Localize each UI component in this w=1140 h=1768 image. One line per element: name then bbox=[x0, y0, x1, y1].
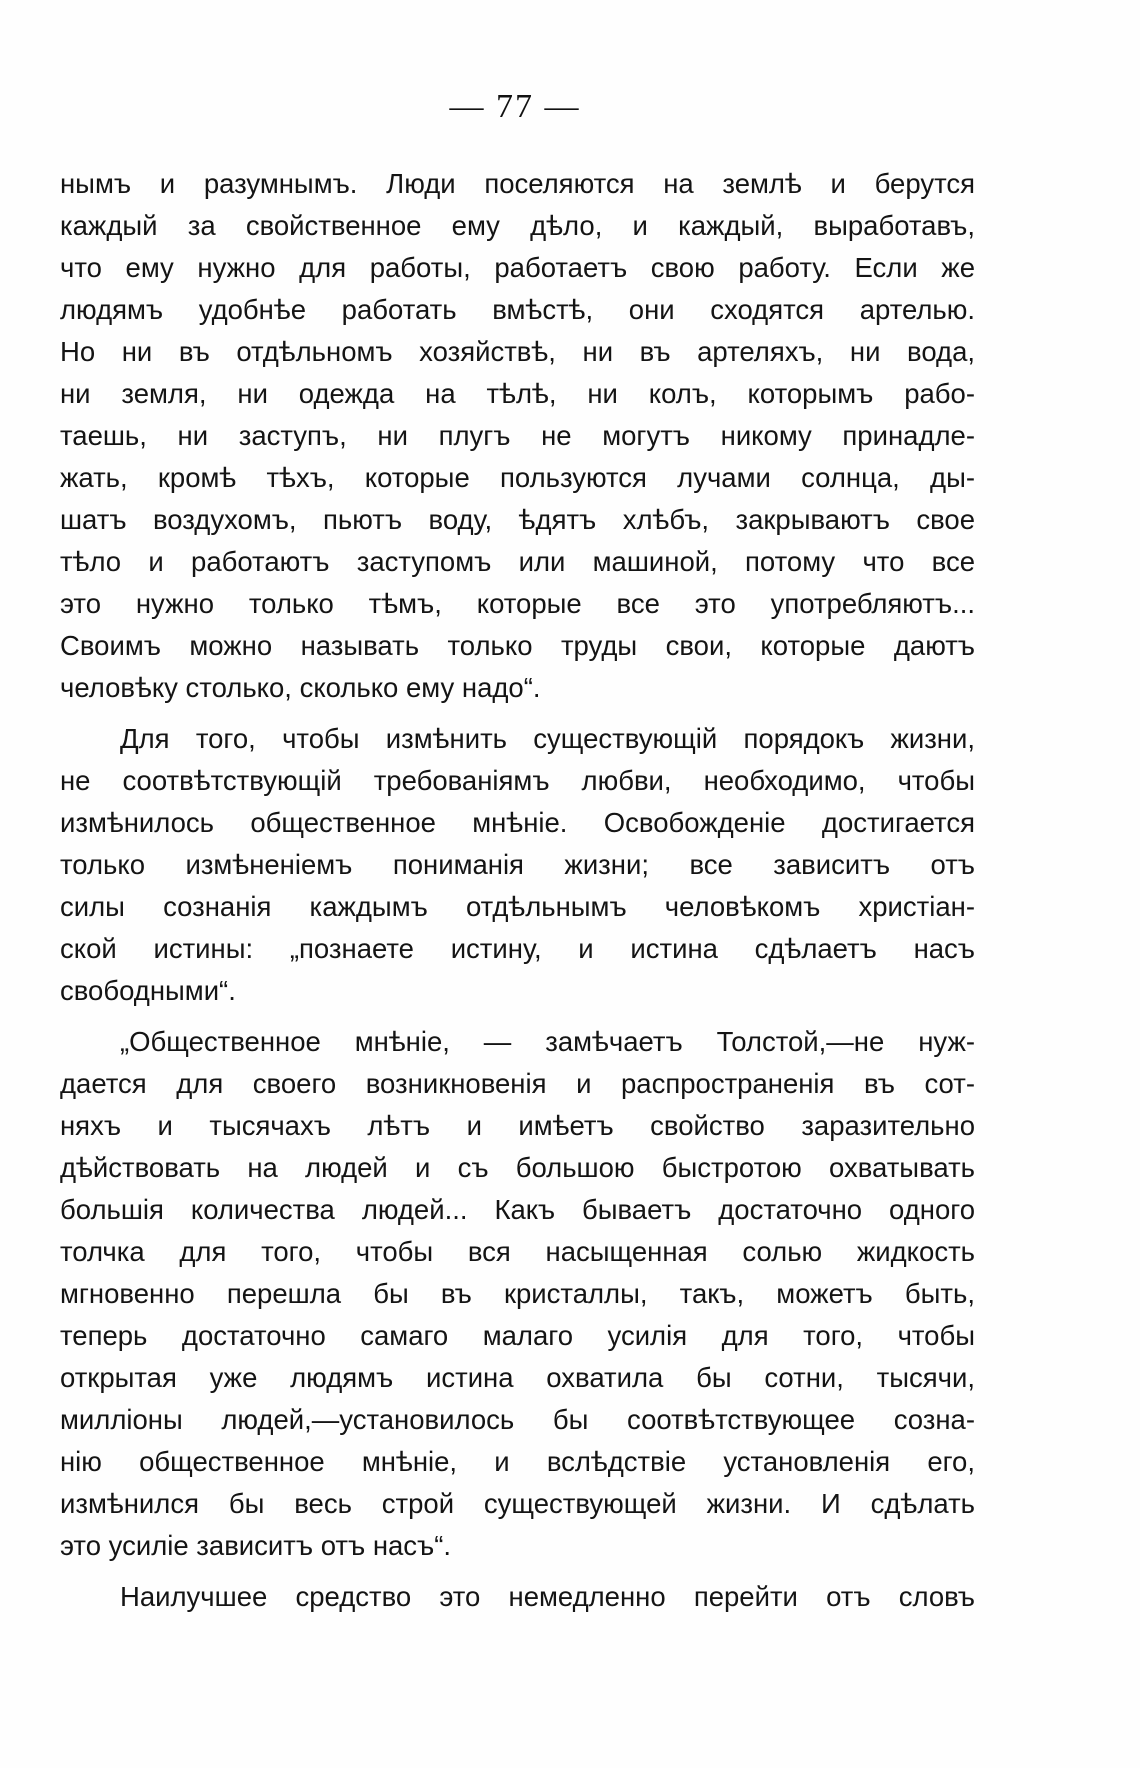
paragraph-gap bbox=[60, 1567, 975, 1576]
paragraph bbox=[60, 163, 975, 709]
text-line: каждый за свойственное ему дѣло, и каждый, выработавъ, bbox=[60, 210, 975, 241]
paragraph bbox=[60, 718, 975, 1012]
text-line: теперь достаточно самаго малаго усилія для того, чтобы bbox=[60, 1320, 975, 1351]
text-line: ской истины: „познаете истину, и истина сдѣлаетъ насъ bbox=[60, 933, 975, 964]
text-line: милліоны людей,—установилось бы соотвѣтствующее созна- bbox=[60, 1404, 975, 1435]
text-line: Своимъ можно называть только труды свои, которые даютъ bbox=[60, 630, 975, 661]
text-line: свободными“. bbox=[60, 975, 236, 1006]
text-line: тѣло и работаютъ заступомъ или машиной, потому что все bbox=[60, 546, 975, 577]
text-line: Наилучшее средство это немедленно перейти отъ словъ bbox=[120, 1581, 975, 1612]
text-line: толчка для того, чтобы вся насыщенная солью жидкость bbox=[60, 1236, 975, 1267]
text-line: Но ни въ отдѣльномъ хозяйствѣ, ни въ артеляхъ, ни вода, bbox=[60, 336, 975, 367]
text-line: ни земля, ни одежда на тѣлѣ, ни колъ, которымъ рабо- bbox=[60, 378, 975, 409]
text-line: нымъ и разумнымъ. Люди поселяются на землѣ и берутся bbox=[60, 168, 975, 199]
text-line: только измѣненіемъ пониманія жизни; все зависитъ отъ bbox=[60, 849, 975, 880]
paragraph bbox=[60, 1576, 975, 1618]
paragraph-gap bbox=[60, 1012, 975, 1021]
text-line: людямъ удобнѣе работать вмѣстѣ, они сходятся артелью. bbox=[60, 294, 975, 325]
text-line: жать, кромѣ тѣхъ, которые пользуются лучами солнца, ды- bbox=[60, 462, 975, 493]
text-line: няхъ и тысячахъ лѣтъ и имѣетъ свойство заразительно bbox=[60, 1110, 975, 1141]
text-line: измѣнился бы весь строй существующей жизни. И сдѣлать bbox=[60, 1488, 975, 1519]
text-line: нію общественное мнѣніе, и вслѣдствіе установленія его, bbox=[60, 1446, 975, 1477]
text-line: что ему нужно для работы, работаетъ свою работу. Если же bbox=[60, 252, 975, 283]
text-line: „Общественное мнѣніе, — замѣчаетъ Толстой,—не нуж- bbox=[120, 1026, 975, 1057]
text-line: измѣнилось общественное мнѣніе. Освобожденіе достигается bbox=[60, 807, 975, 838]
text-line: силы сознанія каждымъ отдѣльнымъ человѣкомъ христіан- bbox=[60, 891, 975, 922]
text-line: шатъ воздухомъ, пьютъ воду, ѣдятъ хлѣбъ, закрываютъ свое bbox=[60, 504, 975, 535]
paragraph bbox=[60, 1021, 975, 1567]
text-line: открытая уже людямъ истина охватила бы сотни, тысячи, bbox=[60, 1362, 975, 1393]
text-line: дѣйствовать на людей и съ большою быстротою охватывать bbox=[60, 1152, 975, 1183]
body-text bbox=[60, 163, 975, 1618]
text-line: не соотвѣтствующій требованіямъ любви, необходимо, чтобы bbox=[60, 765, 975, 796]
paragraph-gap bbox=[60, 709, 975, 718]
text-line: это усиліе зависитъ отъ насъ“. bbox=[60, 1530, 452, 1561]
text-line: Для того, чтобы измѣнить существующій порядокъ жизни, bbox=[120, 723, 975, 754]
text-line: дается для своего возникновенія и распространенія въ сот- bbox=[60, 1068, 975, 1099]
text-line: большія количества людей... Какъ бываетъ достаточно одного bbox=[60, 1194, 975, 1225]
text-line: мгновенно перешла бы въ кристаллы, такъ, можетъ быть, bbox=[60, 1278, 975, 1309]
text-line: человѣку столько, сколько ему надо“. bbox=[60, 672, 541, 703]
text-line: таешь, ни заступъ, ни плугъ не могутъ никому принадле- bbox=[60, 420, 975, 451]
page-number: — 77 — bbox=[449, 88, 581, 125]
text-line: это нужно только тѣмъ, которые все это употребляютъ... bbox=[60, 588, 975, 619]
